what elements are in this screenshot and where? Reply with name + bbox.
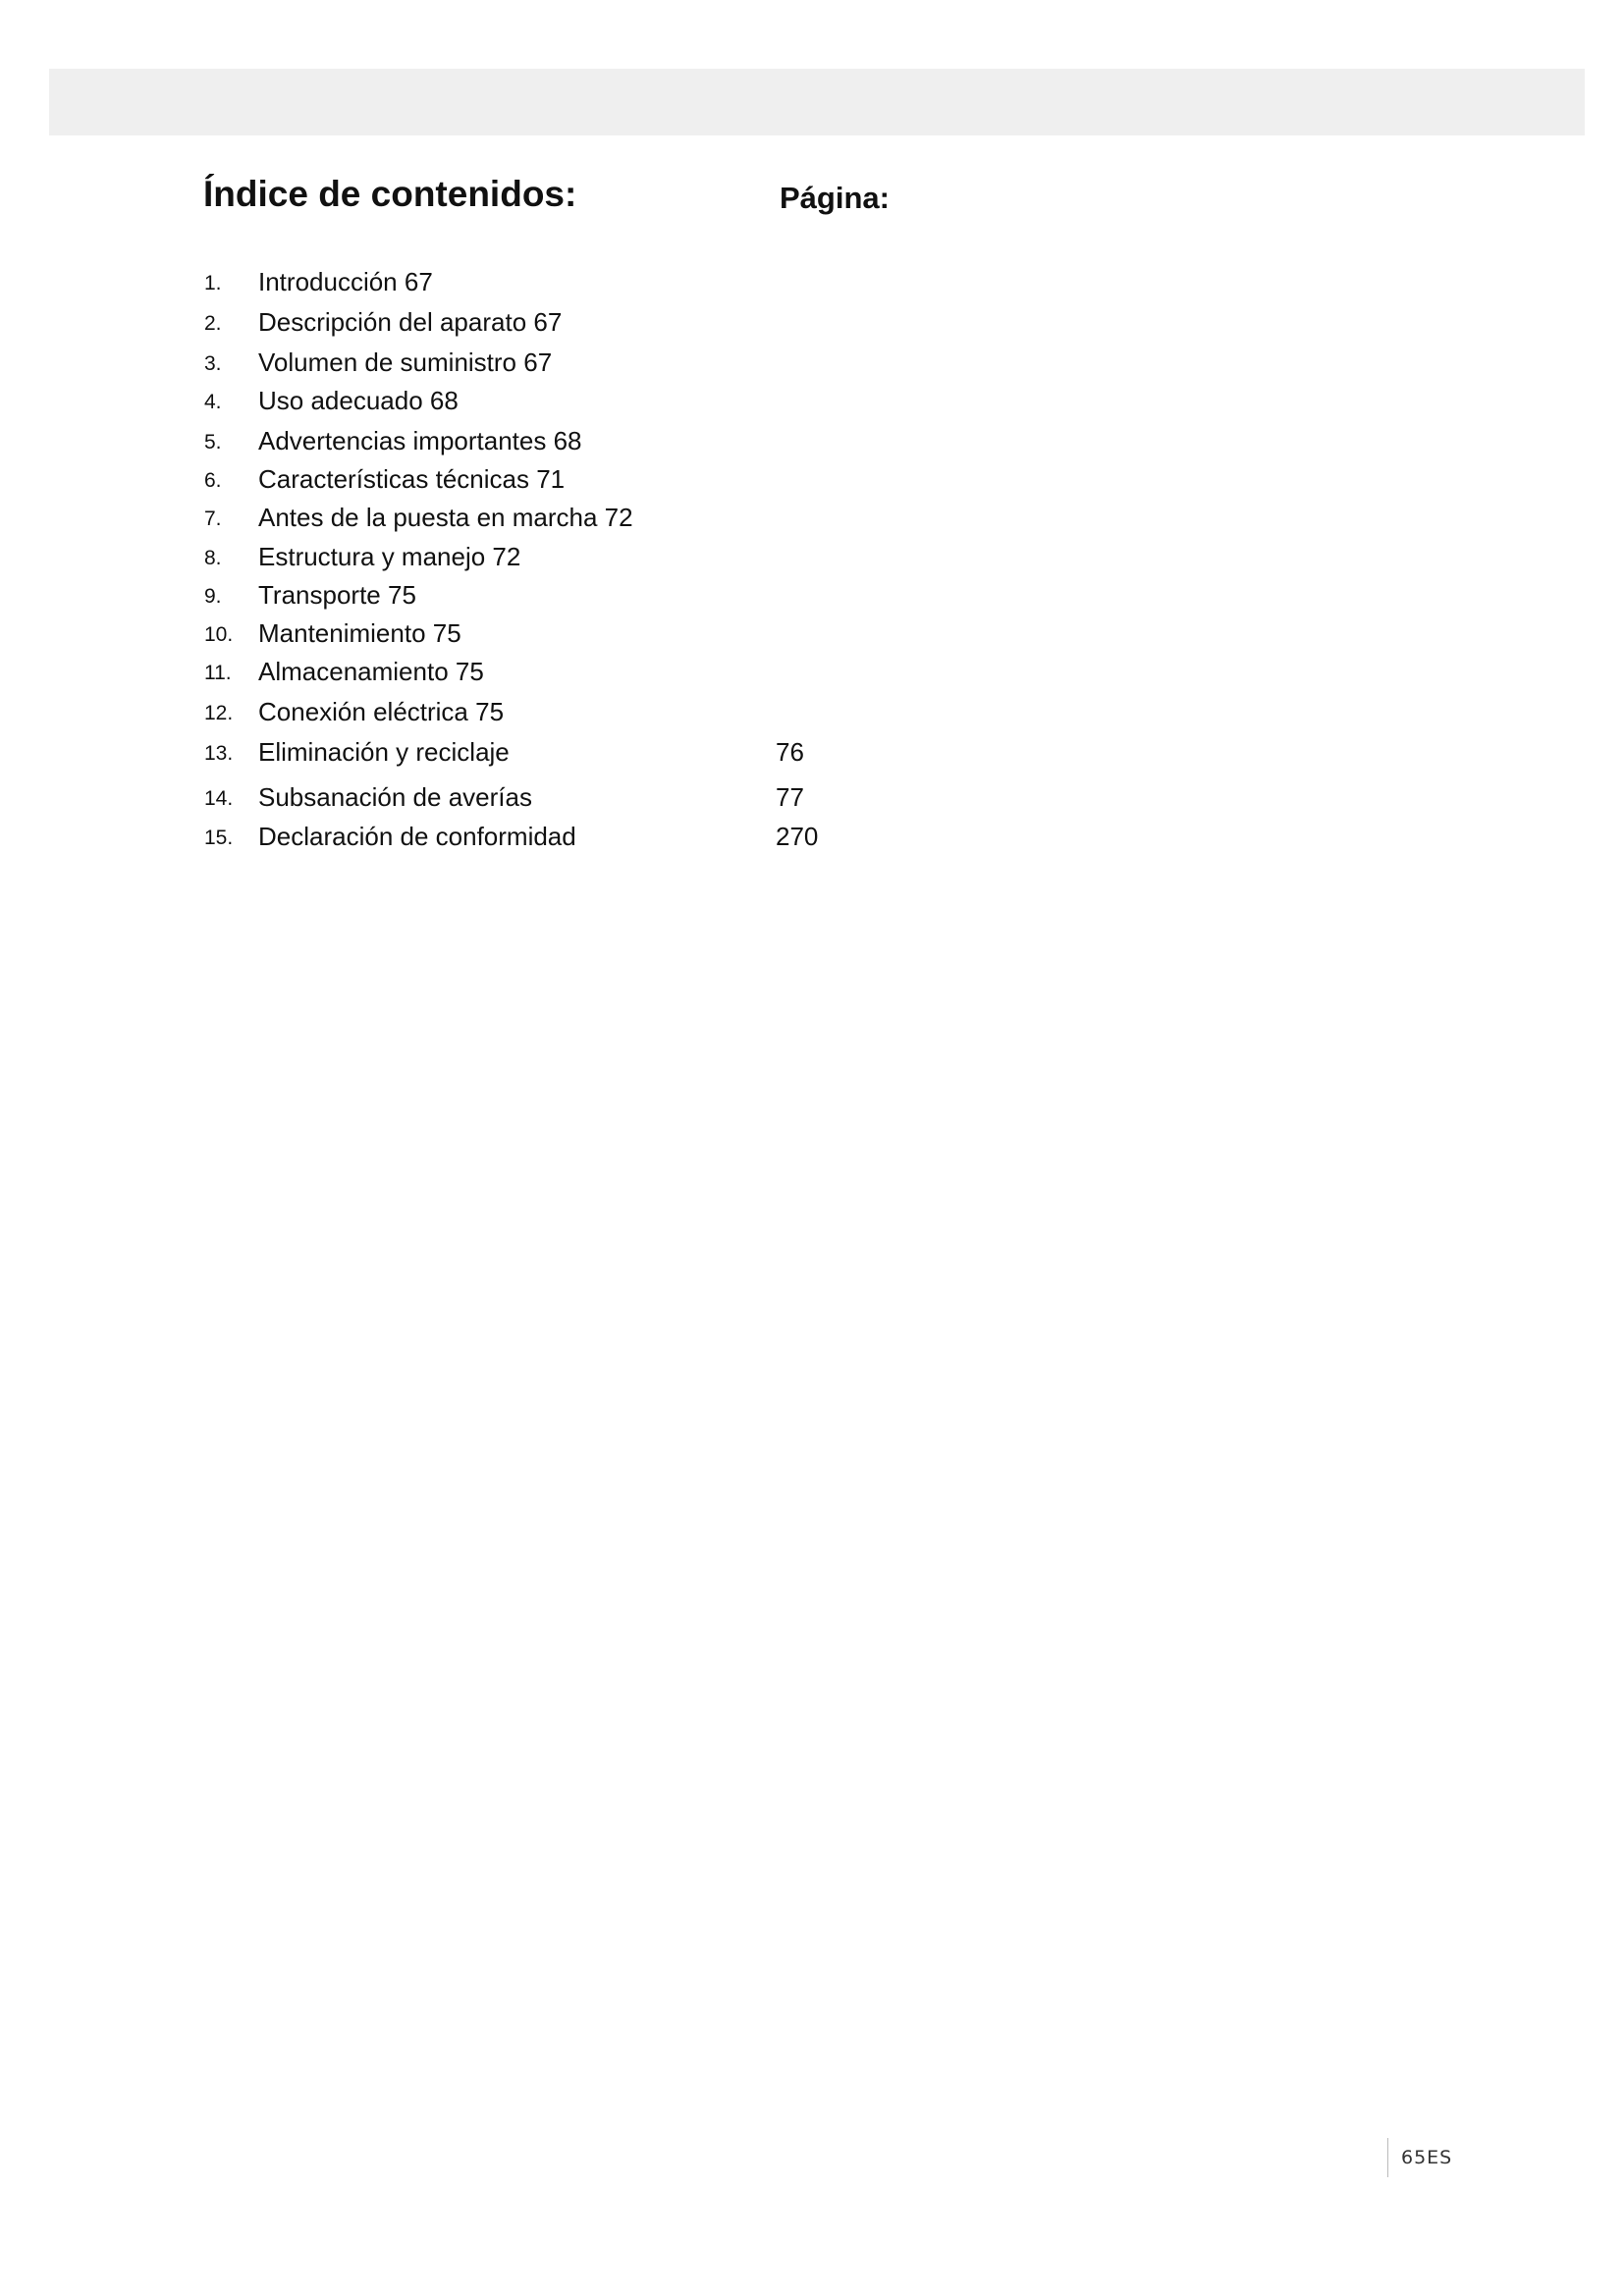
toc-entry xyxy=(0,618,982,652)
toc-entry xyxy=(0,426,982,459)
toc-entry xyxy=(0,503,982,536)
toc-entry-number: 2. xyxy=(204,312,222,335)
toc-entry-number: 3. xyxy=(204,352,222,375)
toc-entry xyxy=(0,267,982,300)
toc-entry-number: 11. xyxy=(204,662,232,684)
toc-entry xyxy=(0,386,982,419)
toc-title: Índice de contenidos: xyxy=(203,174,577,214)
toc-entry-title: Descripción del aparato 67 xyxy=(258,307,563,337)
toc-entry-title: Almacenamiento 75 xyxy=(258,657,484,686)
toc-entry-title: Características técnicas 71 xyxy=(258,464,566,494)
toc-entry xyxy=(0,307,982,341)
toc-entry xyxy=(0,464,982,498)
toc-entry-page: 77 xyxy=(776,782,804,812)
toc-entry-title: Antes de la puesta en marcha 72 xyxy=(258,503,633,532)
toc-entry-number: 4. xyxy=(204,391,222,413)
toc-entry-number: 9. xyxy=(204,585,222,608)
toc-entry-number: 10. xyxy=(204,623,234,646)
header-band xyxy=(49,69,1585,135)
toc-entry-title: Mantenimiento 75 xyxy=(258,618,461,648)
toc-entry-title: Declaración de conformidad xyxy=(258,822,576,851)
toc-entry-title: Volumen de suministro 67 xyxy=(258,347,553,377)
toc-entry xyxy=(0,822,982,855)
footer-divider xyxy=(1387,2138,1388,2177)
toc-entry-number: 6. xyxy=(204,469,222,492)
toc-entry-title: Subsanación de averías xyxy=(258,782,532,812)
toc-entry-number: 14. xyxy=(204,787,234,810)
toc-entry-title: Transporte 75 xyxy=(258,580,416,610)
toc-entry-number: 5. xyxy=(204,431,222,454)
toc-entry-page: 270 xyxy=(776,822,819,851)
toc-entry-title: Advertencias importantes 68 xyxy=(258,426,582,455)
toc-entry-title: Estructura y manejo 72 xyxy=(258,542,521,571)
toc-entry xyxy=(0,542,982,575)
toc-entry-page: 76 xyxy=(776,737,804,767)
toc-entry xyxy=(0,580,982,614)
page-column-title: Página: xyxy=(780,181,890,215)
toc-entry xyxy=(0,782,982,816)
toc-entry-title: Introducción 67 xyxy=(258,267,433,296)
toc-entry xyxy=(0,657,982,690)
toc-entry xyxy=(0,347,982,381)
toc-entry-number: 13. xyxy=(204,742,234,765)
toc-entry-title: Conexión eléctrica 75 xyxy=(258,697,505,726)
toc-entry-number: 1. xyxy=(204,272,222,294)
toc-entry xyxy=(0,737,982,771)
toc-entry-number: 7. xyxy=(204,507,222,530)
toc-entry-title: Eliminación y reciclaje xyxy=(258,737,510,767)
toc-entry-number: 8. xyxy=(204,547,222,569)
toc-entry xyxy=(0,697,982,730)
toc-entry-title: Uso adecuado 68 xyxy=(258,386,459,415)
toc-entry-number: 15. xyxy=(204,827,234,849)
page-number: 65ES xyxy=(1401,2147,1453,2168)
toc-entry-number: 12. xyxy=(204,702,234,724)
